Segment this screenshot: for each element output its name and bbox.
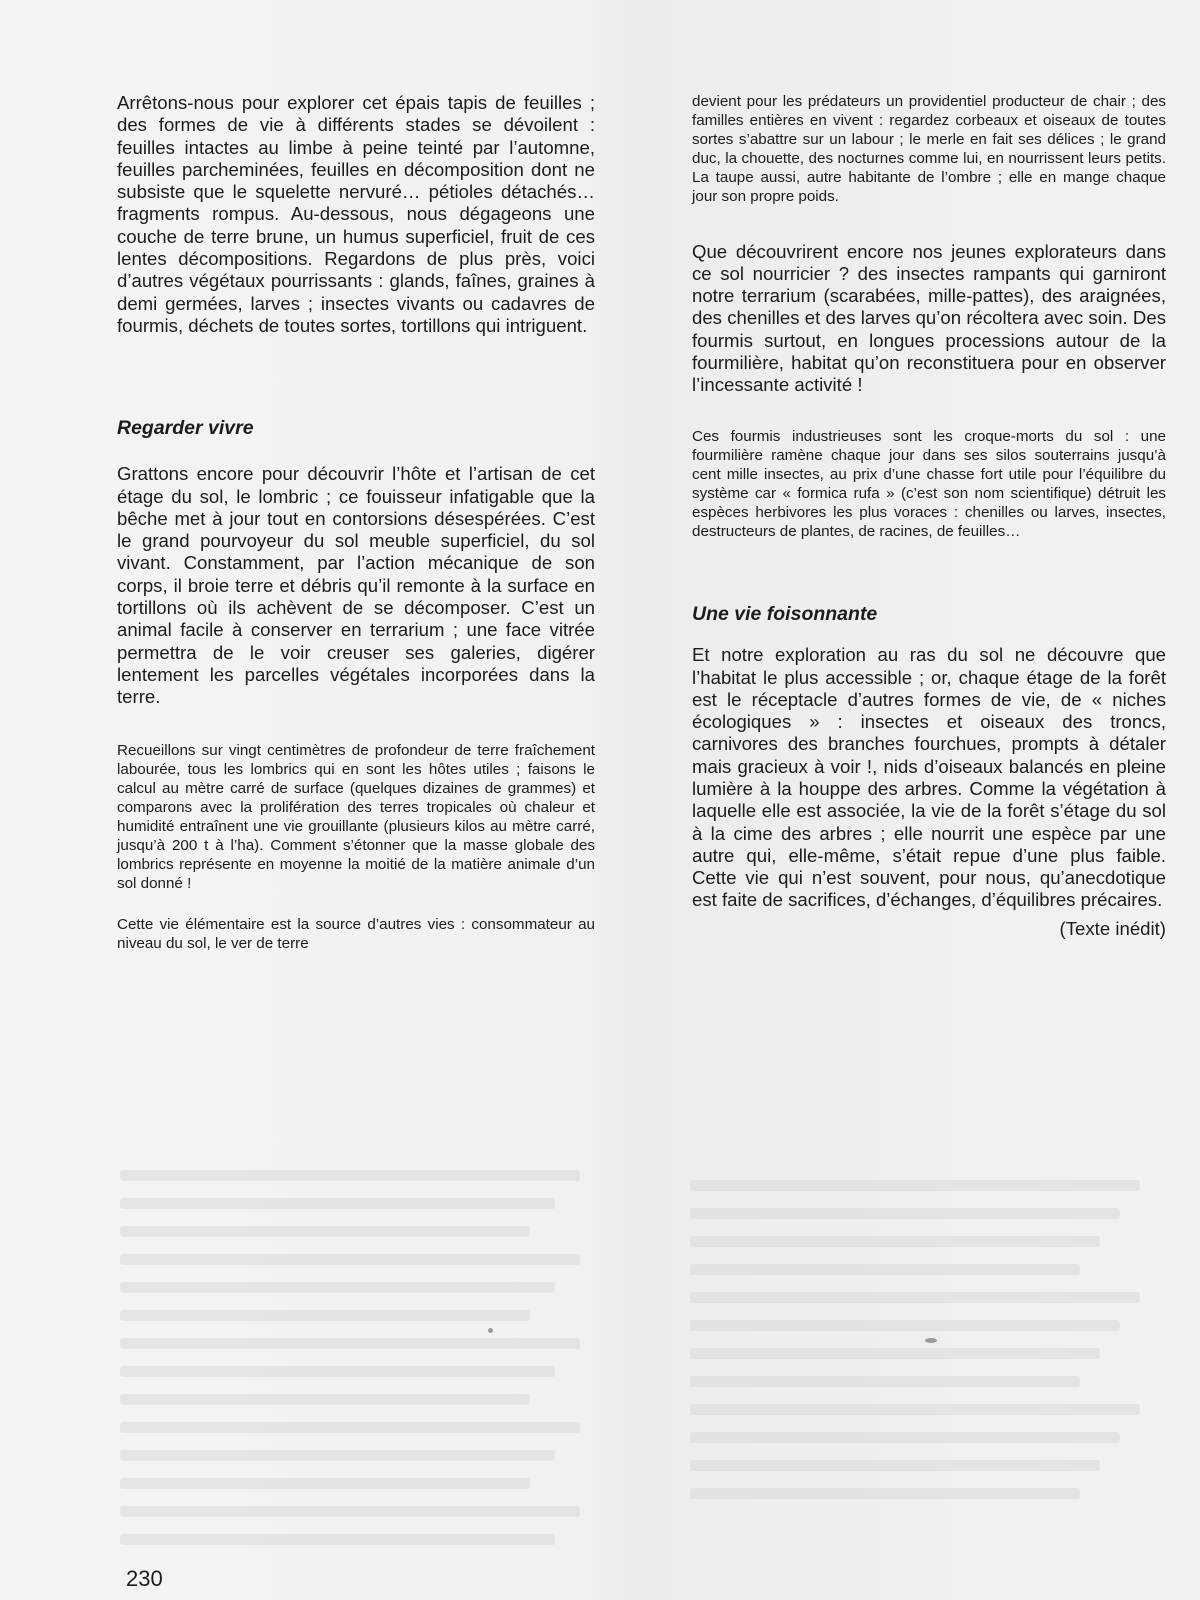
- show-through-line: [690, 1320, 1120, 1331]
- show-through-line: [690, 1376, 1080, 1387]
- source-note: (Texte inédit): [1059, 917, 1166, 939]
- show-through-line: [120, 1254, 580, 1265]
- decouvriront-paragraph: Que découvrirent encore nos jeunes explorateurs dans ce sol nourricier ? des insectes rampants qui garniront notre terrarium (scarabées, mille-pattes), des araignées, des chenilles et des larves qu’on récoltera avec soin. Des fourmis surtout, en longues processions autour de la fourmilière, habitat qu’on reconstituera pour en observer l’incessante activité !: [692, 240, 1166, 396]
- section-heading-une-vie-foisonnante: Une vie foisonnante: [692, 603, 878, 626]
- show-through-line: [120, 1310, 530, 1321]
- show-through-line: [120, 1394, 530, 1405]
- show-through-line: [120, 1478, 530, 1489]
- page-number: 230: [126, 1566, 163, 1591]
- right-column: [692, 92, 1166, 940]
- show-through-line: [690, 1180, 1140, 1191]
- show-through-line: [120, 1450, 555, 1461]
- dust-speck: [488, 1328, 493, 1333]
- show-through-line: [690, 1404, 1140, 1415]
- lombric-paragraph: Grattons encore pour découvrir l’hôte et l’artisan de cet étage du sol, le lombric ; ce fouisseur infatigable que la bêche met à jour tout en contorsions désespérées. C’est le grand pourvoyeur du sol meuble superficiel, du sol vivant. Constamment, par l’action mécanique de son corps, il broie terre et débris qu’il remonte à la surface en tortillons où ils achèvent de se décomposer. C’est un animal facile à conserver en terrarium ; une face vitrée permettra de le voir creuser ses galeries, digérer lentement les parcelles végétales incorporées dans la terre.: [117, 463, 595, 708]
- show-through-line: [120, 1338, 580, 1349]
- show-through-line: [120, 1366, 555, 1377]
- show-through-line: [120, 1226, 530, 1237]
- show-through-line: [690, 1236, 1100, 1247]
- show-through-line: [120, 1506, 580, 1517]
- show-through-line: [690, 1264, 1080, 1275]
- show-through-line: [120, 1422, 580, 1433]
- show-through-line: [690, 1432, 1120, 1443]
- show-through-line: [120, 1170, 580, 1181]
- show-through-line: [120, 1534, 555, 1545]
- show-through-line: [690, 1488, 1080, 1499]
- dust-speck: [925, 1338, 937, 1343]
- show-through-line: [690, 1460, 1100, 1471]
- show-through-line: [690, 1292, 1140, 1303]
- recueillons-paragraph: Recueillons sur vingt centimètres de profondeur de terre fraîchement labourée, tous les lombrics qui en sont les hôtes utiles ; faisons le calcul au mètre carré de surface (quelques dizaines de grammes) et comparons avec la prolifération des terres tropicales où chaleur et humidité entraînent une vie grouillante (plusieurs kilos au mètre carré, jusqu’à 200 t à l’ha). Comment s’étonner que la masse globale des lombrics représente en moyenne la moitié de la matière animale d’un sol donné !: [117, 741, 595, 893]
- intro-paragraph: Arrêtons-nous pour explorer cet épais tapis de feuilles ; des formes de vie à différents stades se dévoilent : feuilles intactes au limbe à peine teinté par l’automne, feuilles parcheminées, feuilles en décomposition dont ne subsiste que le squelette nervuré… pétioles détachés… fragments rompus. Au-dessous, nous dégageons une couche de terre brune, un humus superficiel, fruit de ces lentes décompositions. Regardons de plus près, voici d’autres végétaux pourrissants : glands, faînes, graines à demi germées, larves ; insectes vivants ou cadavres de fourmis, déchets de toutes sortes, tortillons qui intriguent.: [117, 92, 595, 336]
- show-through-line: [120, 1198, 555, 1209]
- fourmis-paragraph: Ces fourmis industrieuses sont les croque-morts du sol : une fourmilière ramène chaque jour dans ses silos souterrains jusqu’à cent mille insectes, au prix d’une chasse fort utile pour l’équilibre du système car « formica rufa » (c’est son nom scientifique) détruit les espèces herbivores les plus voraces : chenilles ou larves, insectes, destructeurs de plantes, de racines, de feuilles…: [692, 427, 1166, 541]
- cette-vie-paragraph: Cette vie élémentaire est la source d’autres vies : consommateur au niveau du sol, le ver de terre: [117, 916, 595, 953]
- exploration-paragraph: Et notre exploration au ras du sol ne découvre que l’habitat le plus accessible ; or, chaque étage de la forêt est le réceptacle d’autres formes de vie, de « niches écologiques » : insectes et oiseaux des troncs, carnivores des branches fourchues, prompts à détaler mais gracieux à voir !, nids d’oiseaux balancés en pleine lumière à la houppe des arbres. Comme la végétation à laquelle elle est associée, la vie de la forêt s’étage du sol à la cime des arbres ; elle nourrit une espèce par une autre qui, elle-même, s’était repue d’une plus faible. Cette vie qui n’est souvent, pour nous, qu’anecdotique est faite de sacrifices, d’échanges, d’équilibres précaires.: [692, 644, 1166, 911]
- continuation-paragraph: devient pour les prédateurs un providentiel producteur de chair ; des familles entières en vivent : regardez corbeaux et oiseaux de toutes sortes s’abattre sur un labour ; le merle en fait ses délices ; le grand duc, la chouette, des nocturnes comme lui, en nourrissent leurs petits. La taupe aussi, autre habitante de l’ombre ; elle en mange chaque jour son propre poids.: [692, 93, 1166, 206]
- section-heading-regarder-vivre: Regarder vivre: [117, 417, 254, 440]
- show-through-line: [690, 1208, 1120, 1219]
- left-column: [117, 92, 595, 953]
- show-through-line: [690, 1348, 1100, 1359]
- show-through-line: [120, 1282, 555, 1293]
